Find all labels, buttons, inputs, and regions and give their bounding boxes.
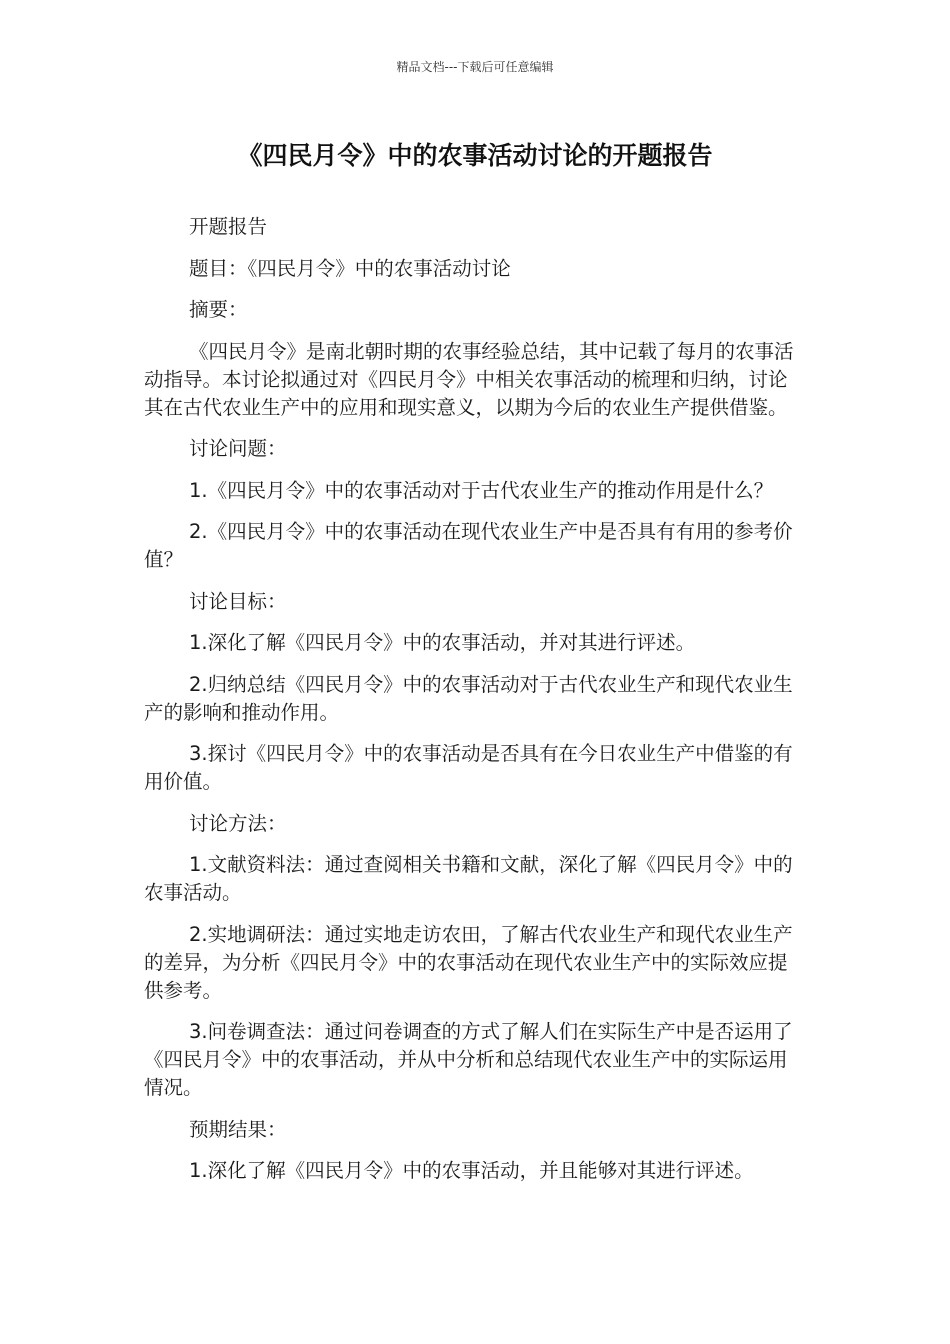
- paragraph-method-3: 3.问卷调查法：通过问卷调查的方式了解人们在实际生产中是否运用了《四民月令》中的农事活动，并从中分析和总结现代农业生产中的实际运用情况。: [144, 1020, 793, 1099]
- paragraph-results-heading: 预期结果：: [189, 1117, 287, 1141]
- paragraph-method-1: 1.文献资料法：通过查阅相关书籍和文献，深化了解《四民月令》中的农事活动。: [144, 853, 793, 904]
- document-body: [144, 213, 804, 1199]
- paragraph-result-1: 1.深化了解《四民月令》中的农事活动，并且能够对其进行评述。: [189, 1159, 754, 1182]
- paragraph-question-1: 1.《四民月令》中的农事活动对于古代农业生产的推动作用是什么？: [189, 478, 774, 502]
- paragraph-methods-heading: 讨论方法：: [189, 811, 287, 835]
- paragraph-abstract-body: 《四民月令》是南北朝时期的农事经验总结，其中记载了每月的农事活动指导。本讨论拟通过对《四民月令》中相关农事活动的梳理和归纳，讨论其在古代农业生产中的应用和现实意义，以期为今后的农业生产提供借鉴。: [144, 339, 794, 419]
- paragraph-question-2: 2.《四民月令》中的农事活动在现代农业生产中是否具有有用的参考价值？: [144, 520, 793, 571]
- document-title: 《四民月令》中的农事活动讨论的开题报告: [237, 141, 713, 170]
- paragraph-topic: 题目：《四民月令》中的农事活动讨论: [189, 256, 511, 280]
- paragraph-report-label: 开题报告: [189, 215, 268, 238]
- paragraph-goal-1: 1.深化了解《四民月令》中的农事活动，并对其进行评述。: [189, 631, 696, 654]
- paragraph-questions-heading: 讨论问题：: [189, 437, 287, 460]
- paragraph-goals-heading: 讨论目标：: [189, 589, 287, 613]
- paragraph-method-2: 2.实地调研法：通过实地走访农田，了解古代农业生产和现代农业生产的差异，为分析《四民月令》中的农事活动在现代农业生产中的实际效应提供参考。: [144, 922, 793, 1002]
- page-header-note: 精品文档---下载后可任意编辑: [396, 60, 554, 74]
- paragraph-goal-3: 3.探讨《四民月令》中的农事活动是否具有在今日农业生产中借鉴的有用价值。: [144, 742, 793, 793]
- paragraph-abstract-heading: 摘要：: [189, 298, 248, 321]
- paragraph-goal-2: 2.归纳总结《四民月令》中的农事活动对于古代农业生产和现代农业生产的影响和推动作用。: [144, 672, 793, 724]
